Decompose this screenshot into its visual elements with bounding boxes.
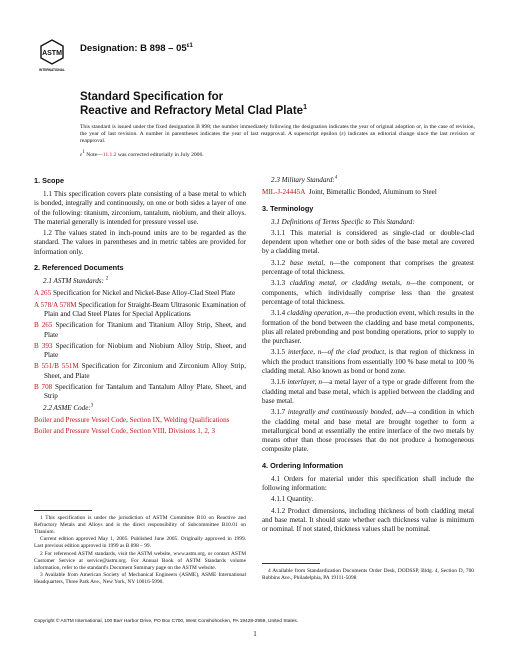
paragraph-3-1: 3.1 Definitions of Terms Specific to This Standard:	[271, 217, 415, 226]
footnote-3: 3 Available from American Society of Mechanical Engineers (ASME), ASME International Headquarters, Three Park Ave., New York, NY 10016-5990.	[34, 572, 246, 586]
ref-item: A 578/A 578M Specification for Straight-Beam Ultrasonic Examination of Plain and Clad Steel Plates for Special Applications	[34, 300, 247, 318]
svg-text:ASTM: ASTM	[42, 50, 62, 57]
paragraph-3-1-3: 3.1.3 cladding metal, or cladding metals, n—the component, or components, which individually comprise less than the greatest percentage of total thickness.	[262, 279, 474, 306]
paragraph-4-1: 4.1 Orders for material under this specification shall include the following information:	[262, 474, 474, 493]
svg-text:INTERNATIONAL: INTERNATIONAL	[39, 68, 65, 72]
ref-item: B 265 Specification for Titanium and Titanium Alloy Strip, Sheet, and Plate	[34, 321, 246, 339]
ref-link[interactable]: A 265	[34, 289, 52, 298]
paragraph-3-1-2: 3.1.2 base metal, n—the component that comprises the greatest percentage of total thickness.	[262, 258, 474, 277]
referenced-documents-heading: 2. Referenced Documents	[34, 263, 124, 273]
ref-item: B 708 Specification for Tantalum and Tantalum Alloy Plate, Sheet, and Strip	[34, 383, 246, 401]
asme-link[interactable]: Boiler and Pressure Vessel Code, Section IX, Welding Qualifications	[34, 415, 230, 424]
paragraph-4-1-1: 4.1.1 Quantity.	[271, 495, 314, 504]
footnote-divider	[34, 510, 92, 511]
terminology-heading: 3. Terminology	[262, 203, 314, 213]
asme-code-label: 2.2 ASME Code:$^3$	[43, 403, 94, 412]
asme-link[interactable]: Boiler and Pressure Vessel Code, Section VIII, Divisions 1, 2, 3	[34, 427, 216, 436]
footnote-1b: Current edition approved May 1, 2005. Published June 2005. Originally approved in 1999. Last previous edition approved in 1999 as B 898 – 99.	[34, 536, 246, 550]
issue-note: This standard is issued under the fixed designation B 898; the number immediately following the designation indicates the year of original adoption or, in the case of revision, the year of last revision. A number in parentheses indicates the year of last reapproval. A superscript epsilon (ε) indicates an editorial change since the last revision or reapproval.	[80, 124, 475, 144]
paragraph-4-1-2: 4.1.2 Product dimensions, including thickness of both cladding metal and base metal. It should state whether each thickness value is minimum or nominal. If not stated, thickness values shall be nominal.	[262, 506, 474, 534]
military-standard-label: 2.3 Military Standard:$^4$	[271, 175, 338, 184]
ordering-information-heading: 4. Ordering Information	[262, 460, 344, 470]
ref-link[interactable]: B 708	[34, 383, 53, 392]
footnote-4: 4 Available from Standardization Documents Order Desk, DODSSP, Bldg. 4, Section D, 700 Robbins Ave., Philadelphia, PA 19111-5098	[262, 568, 474, 581]
paragraph-3-1-5: 3.1.5 interface, n—of the clad product, is that region of thickness in which the product transitions from essentially 100 % base metal to 100 % cladding metal. Also known as bond or bond zone.	[262, 348, 475, 376]
ref-item: B 393 Specification for Niobium and Niobium Alloy Strip, Sheet, and Plate	[34, 341, 246, 360]
ref-item: A 265 Specification for Nickel and Nickel-Base Alloy-Clad Steel Plate	[34, 289, 236, 298]
paragraph-3-1-1: 3.1.1 This material is considered as single-clad or double-clad dependent upon whether one or both sides of the base metal are covered by a cladding metal.	[262, 228, 474, 256]
footnotes-left	[34, 515, 246, 587]
ref-link[interactable]: B 393	[34, 341, 53, 350]
paragraph-1-2: 1.2 The values stated in inch-pound units are to be regarded as the standard. The values in parentheses and in metric tables are provided for information only.	[34, 229, 246, 256]
section-link[interactable]: 11.1.2	[102, 152, 117, 158]
footnote-1: 1 This specification is under the jurisdiction of ASTM Committee B10 on Reactive and Refractory Metals and Alloys and is the direct responsibility of Subcommittee B10.01 on Titanium.	[34, 515, 246, 535]
ref-link[interactable]: A 578/A 578M	[34, 300, 77, 309]
page-title: Standard Specification for Reactive and Refractory Metal Clad Plate$^1$	[80, 91, 307, 117]
page-number: 1	[253, 630, 257, 638]
astm-standards-label: 2.1 ASTM Standards: $^2$	[43, 276, 109, 286]
right-column	[262, 170, 474, 537]
ref-link[interactable]: B 551/B 551M	[34, 362, 79, 371]
mil-ref-link[interactable]: MIL-J-24445A	[262, 188, 306, 197]
paragraph-3-1-6: 3.1.6 interlayer, n—a metal layer of a type or grade different from the cladding metal and base metal, which is applied between the cladding and base metal.	[262, 378, 474, 405]
paragraph-3-1-4: 3.1.4 cladding operation, n—the production event, which results in the formation of the bond between the cladding and base metal components, plus all related prebonding and post bonding operations, prior to supply to the purchaser.	[262, 309, 475, 346]
ref-item: B 551/B 551M Specification for Zirconium and Zirconium Alloy Strip, Sheet, and Plate	[34, 362, 246, 380]
footnotes-right	[262, 568, 474, 583]
footnote-divider-right	[262, 563, 320, 564]
editorial-note: $\varepsilon^1$ Note—11.1.2 was corrected editorially in July 2006.	[80, 150, 204, 158]
paragraph-3-1-7: 3.1.7 integrally and continuously bonded, adv—a condition in which the cladding metal and base metal are brought together to form a metallurgical bond at essentially the entire interface of the two metals by means other than those processes that do not produce a homogeneous composite plate.	[262, 408, 474, 454]
copyright-line: Copyright © ASTM International, 100 Barr Harbor Drive, PO Box C700, West Conshohocken, PA 19428-2959, United States.	[34, 619, 299, 624]
paragraph-1-1: 1.1 This specification covers plate consisting of a base metal to which is bonded, integrally and continuously, on one or both sides a layer of one of the following: titanium, zirconium, tantalum, niobium, and their alloys. The material generally is intended for pressure vessel use.	[34, 190, 246, 226]
scope-heading: 1. Scope	[34, 176, 65, 185]
designation: Designation: B $898 - 05^{\varepsilon 1}$	[80, 42, 193, 54]
ref-link[interactable]: B 265	[34, 321, 53, 330]
astm-logo-icon	[38, 38, 66, 74]
mil-ref-item: MIL-J-24445A Joint, Bimetallic Bonded, Aluminum to Steel	[262, 188, 437, 197]
left-column	[34, 170, 246, 439]
footnote-2: 2 For referenced ASTM standards, visit the ASTM website, www.astm.org, or contact ASTM Customer Service at service@astm.org. For Annual Book of ASTM Standards volume information, refer to the standard's Document Summary page on the ASTM website.	[34, 550, 246, 571]
